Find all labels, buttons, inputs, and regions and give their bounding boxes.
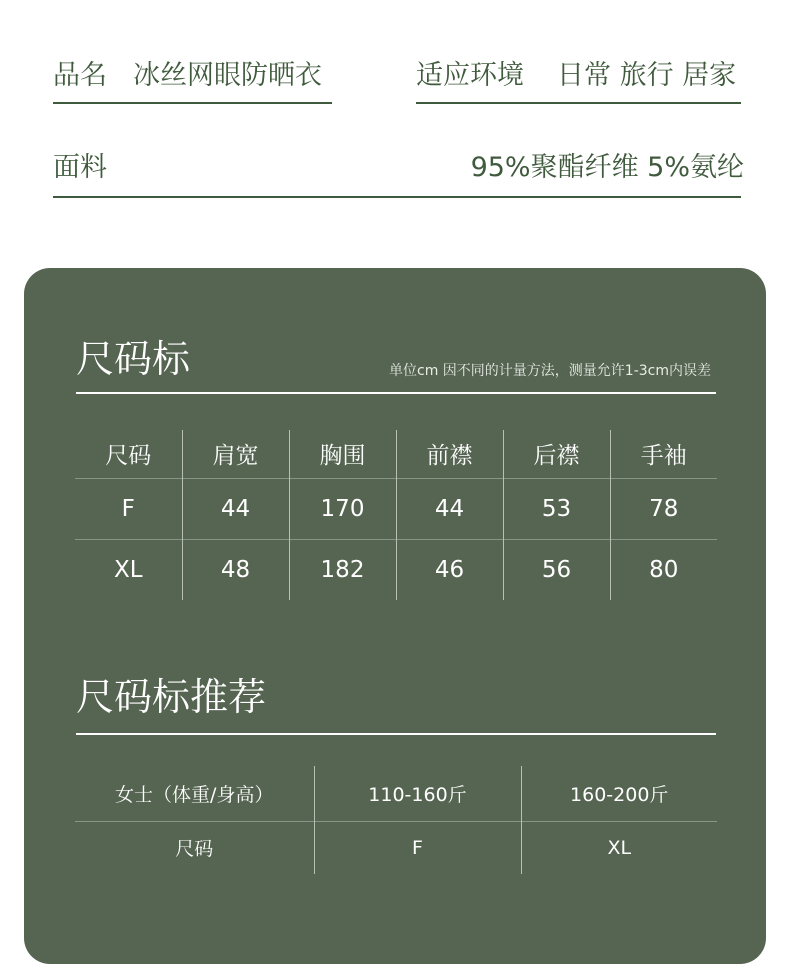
size-panel	[24, 268, 766, 964]
header-cell: 前襟	[396, 430, 503, 478]
table-cell: XL	[521, 821, 717, 874]
table-cell: 80	[610, 539, 717, 600]
table-cell: 160-200斤	[521, 766, 717, 821]
divider	[416, 102, 741, 104]
table-cell: 170	[289, 478, 396, 539]
table-cell: 78	[610, 478, 717, 539]
size-chart-title: 尺码标	[76, 337, 191, 381]
table-header-row	[75, 430, 717, 478]
recommendation-table	[75, 766, 717, 874]
size-table	[75, 430, 717, 600]
table-cell: 53	[503, 478, 610, 539]
divider	[76, 392, 716, 394]
table-cell: 56	[503, 539, 610, 600]
table-cell: F	[75, 478, 182, 539]
divider	[53, 102, 332, 104]
environment-value: 日常 旅行 居家	[557, 60, 737, 91]
divider	[53, 196, 741, 198]
fabric-value: 95%聚酯纤维 5%氨纶	[470, 152, 744, 183]
recommendation-title: 尺码标推荐	[76, 675, 267, 719]
table-cell: 182	[289, 539, 396, 600]
header-cell: 后襟	[503, 430, 610, 478]
header-cell: 肩宽	[182, 430, 289, 478]
table-cell: 尺码	[75, 821, 314, 874]
fabric-label: 面料	[53, 152, 107, 183]
header-cell: 手袖	[610, 430, 717, 478]
table-cell: 44	[396, 478, 503, 539]
environment-label: 适应环境	[416, 60, 524, 91]
product-name-value: 冰丝网眼防晒衣	[133, 60, 322, 91]
table-cell: XL	[75, 539, 182, 600]
table-cell: 46	[396, 539, 503, 600]
table-cell: 48	[182, 539, 289, 600]
size-chart-note: 单位cm 因不同的计量方法，测量允许1-3cm内误差	[389, 363, 711, 379]
table-row	[75, 766, 717, 821]
table-row	[75, 539, 717, 600]
table-row	[75, 821, 717, 874]
product-name-label: 品名	[53, 60, 107, 91]
table-cell: 110-160斤	[314, 766, 521, 821]
table-cell: 女士（体重/身高）	[115, 783, 274, 806]
header-cell: 胸围	[289, 430, 396, 478]
table-cell: F	[314, 821, 521, 874]
table-row	[75, 478, 717, 539]
table-cell: 44	[182, 478, 289, 539]
header-cell: 尺码	[105, 443, 152, 470]
divider	[76, 733, 716, 735]
